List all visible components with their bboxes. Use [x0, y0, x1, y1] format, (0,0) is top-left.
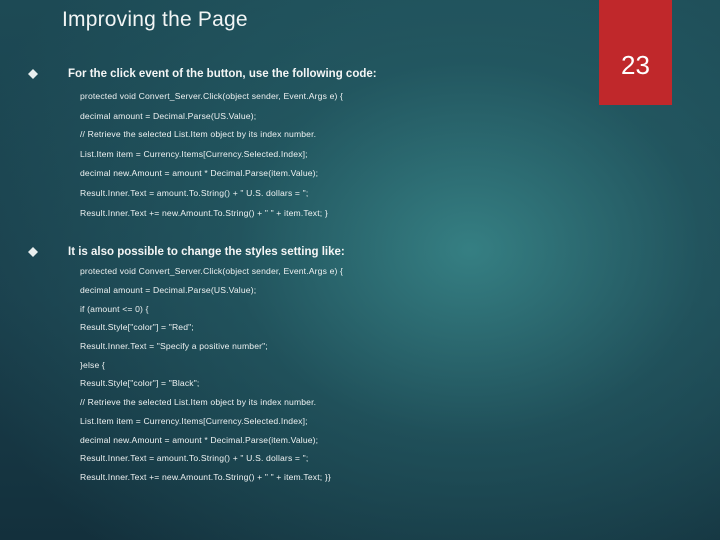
code-line: decimal amount = Decimal.Parse(US.Value); [80, 111, 257, 121]
slide-title: Improving the Page [62, 8, 248, 31]
code-line: if (amount <= 0) { [80, 304, 149, 314]
code-line: // Retrieve the selected List.Item object by its index number. [80, 129, 317, 139]
code-line: List.Item item = Currency.Items[Currency.Selected.Index]; [80, 149, 308, 159]
code-line: decimal new.Amount = amount * Decimal.Parse(item.Value); [80, 435, 319, 445]
code-line: Result.Inner.Text = "Specify a positive number"; [80, 341, 268, 351]
diamond-bullet-icon [28, 69, 38, 79]
code-line: protected void Convert_Server.Click(object sender, Event.Args e) { [80, 91, 344, 101]
section-2-heading: It is also possible to change the styles setting like: [68, 246, 345, 258]
code-line: decimal amount = Decimal.Parse(US.Value); [80, 285, 257, 295]
section-1-heading: For the click event of the button, use the following code: [68, 68, 377, 80]
code-line: Result.Style["color"] = "Red"; [80, 322, 194, 332]
code-line: // Retrieve the selected List.Item object by its index number. [80, 397, 317, 407]
code-line: List.Item item = Currency.Items[Currency.Selected.Index]; [80, 416, 308, 426]
code-line: }else { [80, 360, 105, 370]
code-line: Result.Inner.Text += new.Amount.To.String() + " " + item.Text; }} [80, 472, 331, 482]
code-line: Result.Inner.Text += new.Amount.To.String() + " " + item.Text; } [80, 208, 328, 218]
page-number-badge [599, 0, 672, 105]
page-number: 23 [621, 50, 650, 80]
code-line: Result.Style["color"] = "Black"; [80, 378, 200, 388]
diamond-bullet-icon [28, 247, 38, 257]
code-line: Result.Inner.Text = amount.To.String() + " U.S. dollars = "; [80, 453, 309, 463]
code-line: protected void Convert_Server.Click(object sender, Event.Args e) { [80, 266, 344, 276]
code-line: decimal new.Amount = amount * Decimal.Parse(item.Value); [80, 168, 319, 178]
code-line: Result.Inner.Text = amount.To.String() + " U.S. dollars = "; [80, 188, 309, 198]
